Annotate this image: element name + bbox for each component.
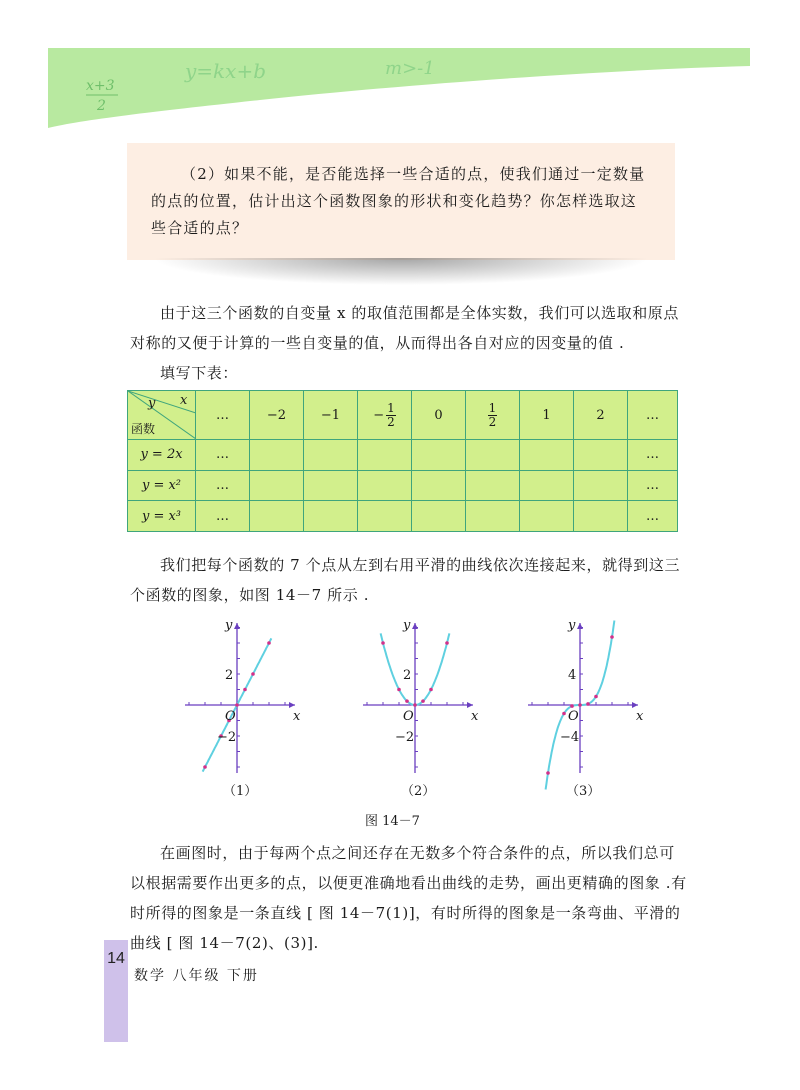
fraction-half	[488, 402, 498, 428]
fraction-den: 2	[488, 414, 497, 429]
table-cell	[466, 391, 520, 440]
page-number: 14	[107, 950, 125, 967]
paragraph-3	[130, 838, 690, 958]
table-cell: …	[196, 501, 250, 532]
origin-label: O	[568, 709, 579, 724]
fraction-num: 1	[387, 400, 395, 415]
table-cell[interactable]	[412, 440, 466, 471]
data-point	[251, 672, 255, 676]
figure-14-7	[0, 610, 800, 830]
table-corner-cell	[128, 391, 196, 440]
y-tick-label-positive: 4	[568, 668, 577, 683]
fill-label	[130, 358, 690, 388]
data-point	[267, 641, 271, 645]
table-cell[interactable]	[520, 470, 574, 501]
fill-table	[127, 390, 678, 532]
x-axis-arrow	[289, 702, 295, 708]
footer-book-title: 数学 八年级 下册	[134, 968, 259, 984]
table-cell: 2	[574, 391, 628, 440]
table-cell	[358, 391, 412, 440]
fill-label-text: 填写下表：	[160, 364, 239, 382]
fraction-half	[386, 402, 396, 428]
y-tick-label-positive: 2	[225, 668, 234, 683]
data-point	[203, 765, 207, 769]
func-cell: y = x²	[128, 470, 196, 501]
table-cell: …	[628, 440, 678, 471]
func-cell: y = x³	[128, 501, 196, 532]
table-cell: …	[196, 391, 250, 440]
data-point	[405, 699, 409, 703]
table-cell[interactable]	[412, 470, 466, 501]
y-axis-arrow	[412, 623, 418, 629]
y-axis-arrow	[577, 623, 583, 629]
table-cell: 1	[520, 391, 574, 440]
graphs-svg	[0, 610, 800, 830]
question-text: （2）如果不能，是否能选择一些合适的点，使我们通过一定数量的点的位置，估计出这个函数图象的形状和变化趋势？你怎样选取这些合适的点？	[151, 165, 646, 237]
table-cell: −1	[304, 391, 358, 440]
y-tick-label-positive: 2	[403, 668, 412, 683]
data-point	[243, 688, 247, 692]
data-point	[429, 688, 433, 692]
origin-label: O	[403, 709, 414, 724]
table-cell: …	[196, 470, 250, 501]
data-point	[235, 703, 239, 707]
table-cell[interactable]	[520, 501, 574, 532]
x-axis-label: x	[636, 709, 644, 724]
table-row	[128, 470, 678, 501]
table-row	[128, 440, 678, 471]
paragraph-2	[130, 550, 690, 610]
data-point	[413, 703, 417, 707]
data-point	[397, 688, 401, 692]
x-axis-arrow	[632, 702, 638, 708]
table-cell[interactable]	[304, 470, 358, 501]
graph-label: （3）	[566, 784, 601, 799]
banner-formula-1: x+3	[86, 78, 115, 94]
table-cell[interactable]	[412, 501, 466, 532]
data-point	[578, 703, 582, 707]
y-tick-label-negative: −2	[395, 730, 415, 745]
data-point	[594, 695, 598, 699]
figure-caption: 图 14－7	[365, 814, 420, 829]
fraction-den: 2	[387, 414, 395, 429]
table-row	[128, 501, 678, 532]
y-tick-label-negative: −2	[217, 730, 237, 745]
question-box	[127, 143, 675, 260]
table-cell: …	[628, 470, 678, 501]
table-cell: −2	[250, 391, 304, 440]
data-point	[445, 641, 449, 645]
table-cell[interactable]	[250, 501, 304, 532]
banner-background	[0, 0, 800, 140]
graph-label: （2）	[401, 784, 436, 799]
table-cell: 0	[412, 391, 466, 440]
y-axis-arrow	[234, 623, 240, 629]
y-axis-label: y	[568, 618, 576, 633]
table-cell[interactable]	[466, 440, 520, 471]
table-cell[interactable]	[358, 501, 412, 532]
table-cell[interactable]	[250, 440, 304, 471]
table-cell[interactable]	[304, 440, 358, 471]
corner-func-label: 函数	[131, 422, 156, 436]
graph-label: （1）	[223, 784, 258, 799]
table-cell[interactable]	[250, 470, 304, 501]
question-box-shadow	[127, 258, 675, 294]
paragraph-3-text: 在画图时，由于每两个点之间还存在无数多个符合条件的点，所以我们总可以根据需要作出更多的点，以便更准确地看出曲线的走势，画出更精确的图象 .有时所得的图象是一条直线 [ 图 14－7(1)]，有时所得的图象是一条弯曲、平滑的曲线 [ 图 14－7(2)、(3)].	[130, 844, 687, 952]
table-cell[interactable]	[358, 440, 412, 471]
data-point	[381, 641, 385, 645]
table-cell: …	[196, 440, 250, 471]
table-cell[interactable]	[520, 440, 574, 471]
table-cell[interactable]	[304, 501, 358, 532]
header-banner	[0, 0, 800, 140]
corner-y-label: y	[148, 396, 156, 411]
paragraph-1-text: 由于这三个函数的自变量 x 的取值范围都是全体实数，我们可以选取和原点对称的又便于计算的一些自变量的值，从而得出各自对应的因变量的值 .	[130, 304, 679, 352]
data-point	[570, 704, 574, 708]
data-point	[421, 699, 425, 703]
x-axis-label: x	[471, 709, 479, 724]
x-axis-label: x	[293, 709, 301, 724]
y-axis-label: y	[403, 618, 411, 633]
y-axis-label: y	[225, 618, 233, 633]
fraction-num: 1	[488, 400, 497, 415]
func-cell: y = 2x	[128, 440, 196, 471]
data-point	[586, 702, 590, 706]
table-header-row	[128, 391, 678, 440]
table-cell[interactable]	[358, 470, 412, 501]
banner-formula-1-den: 2	[97, 98, 106, 114]
paragraph-2-text: 我们把每个函数的 7 个点从左到右用平滑的曲线依次连接起来，就得到这三个函数的图象，如图 14－7 所示 .	[130, 556, 681, 604]
data-point	[562, 712, 566, 716]
banner-formula-2: y=kx+b	[185, 59, 267, 83]
y-tick-label-negative: −4	[560, 730, 580, 745]
banner-formula-3: m>-1	[385, 58, 435, 79]
table-cell: …	[628, 501, 678, 532]
origin-label: O	[225, 709, 236, 724]
table-cell: …	[628, 391, 678, 440]
table-cell[interactable]	[466, 501, 520, 532]
table-cell[interactable]	[466, 470, 520, 501]
data-point	[610, 635, 614, 639]
paragraph-1	[130, 298, 690, 358]
neg-sign: −	[373, 407, 385, 423]
table-cell[interactable]	[574, 501, 628, 532]
table-cell[interactable]	[574, 440, 628, 471]
table-cell[interactable]	[574, 470, 628, 501]
corner-x-label: x	[180, 393, 188, 408]
x-axis-arrow	[467, 702, 473, 708]
data-point	[546, 771, 550, 775]
